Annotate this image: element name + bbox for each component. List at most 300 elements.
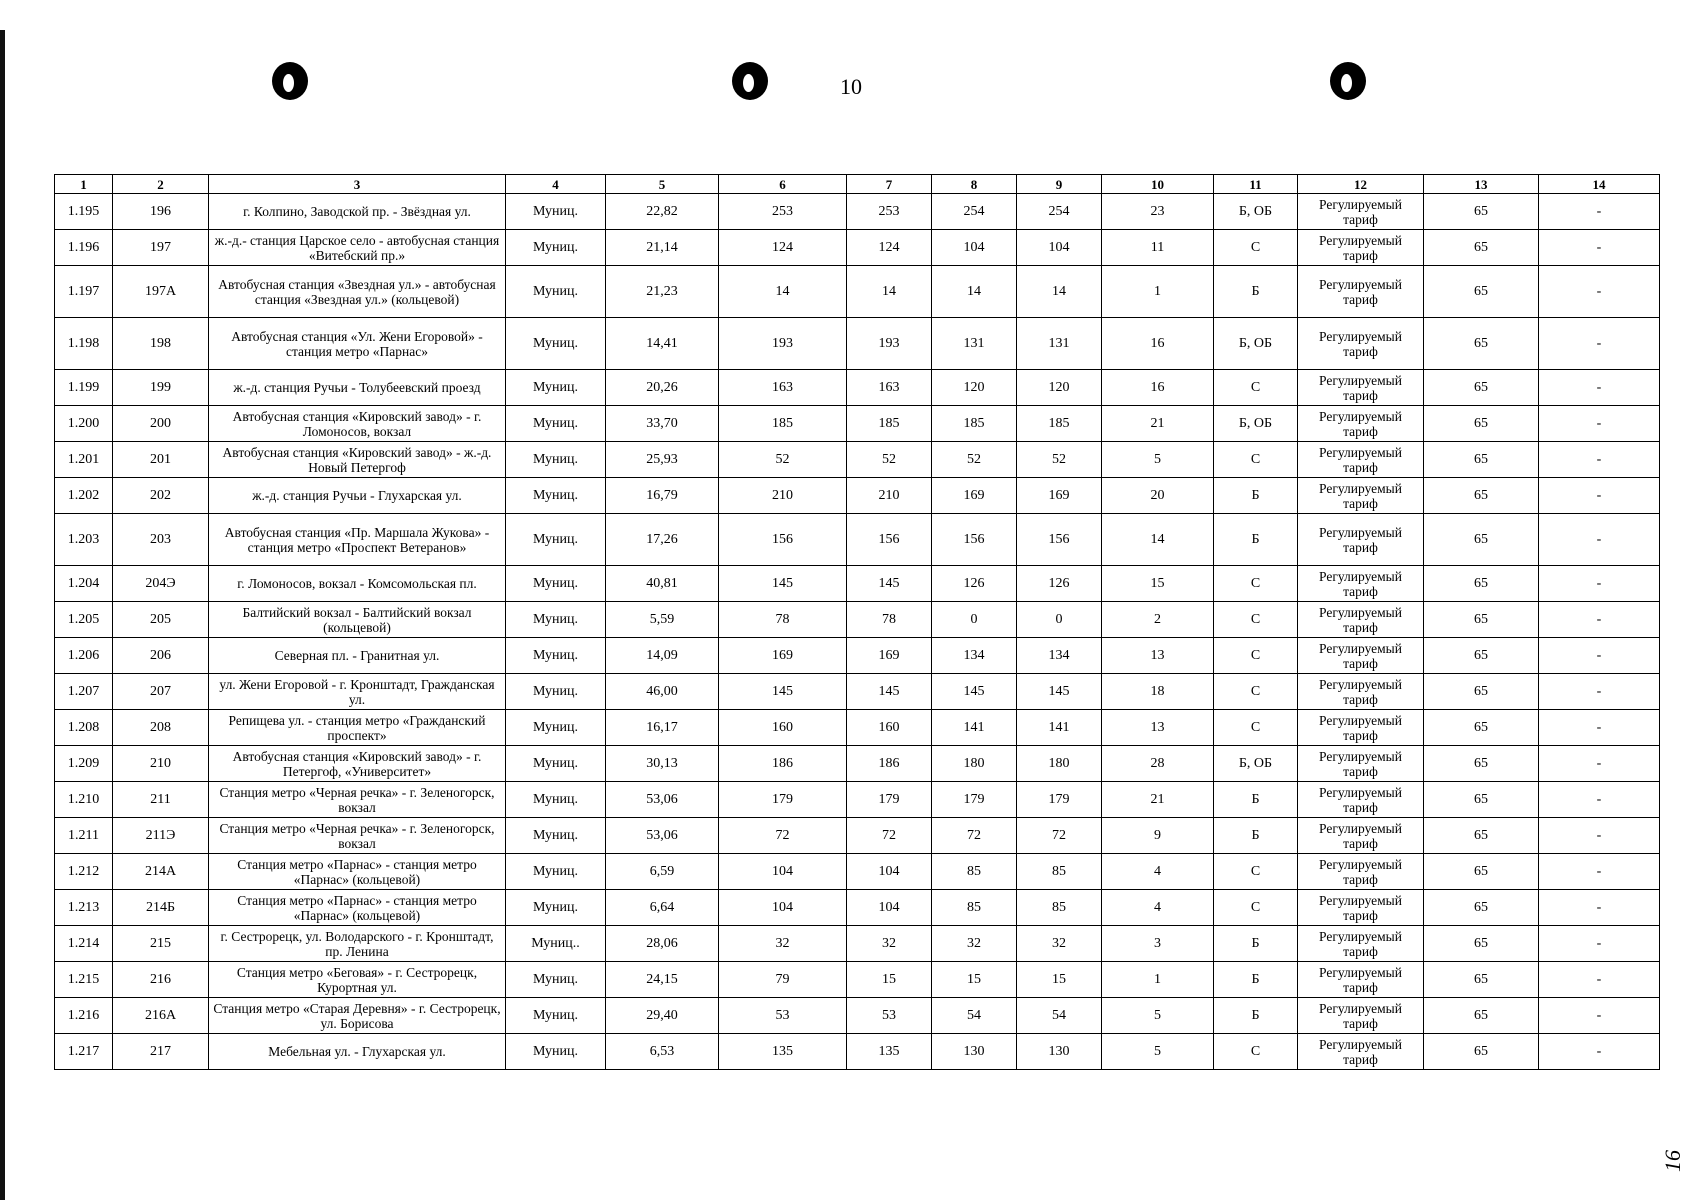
- table-cell: Муниц.: [506, 998, 606, 1034]
- table-cell: 156: [1017, 514, 1102, 566]
- table-cell: 40,81: [606, 566, 719, 602]
- table-cell: 198: [113, 318, 209, 370]
- table-row: [55, 638, 1660, 674]
- table-cell: 1.196: [55, 230, 113, 266]
- table-cell: 2: [1102, 602, 1214, 638]
- table-cell: 1.202: [55, 478, 113, 514]
- table-cell: 169: [932, 478, 1017, 514]
- table-row: [55, 602, 1660, 638]
- table-cell: 217: [113, 1034, 209, 1070]
- table-cell: 32: [932, 926, 1017, 962]
- table-cell: 33,70: [606, 406, 719, 442]
- table-cell: 1.209: [55, 746, 113, 782]
- table-cell: 25,93: [606, 442, 719, 478]
- table-cell: 6,59: [606, 854, 719, 890]
- table-cell: 210: [113, 746, 209, 782]
- table-cell: Регулируемый тариф: [1298, 566, 1424, 602]
- table-cell: 15: [932, 962, 1017, 998]
- table-cell: Станция метро «Парнас» - станция метро «Парнас» (кольцевой): [209, 854, 506, 890]
- table-cell: 65: [1424, 818, 1539, 854]
- table-row: [55, 370, 1660, 406]
- table-header-row: [55, 175, 1660, 194]
- table-cell: -: [1539, 818, 1660, 854]
- table-cell: -: [1539, 674, 1660, 710]
- table-cell: 145: [719, 566, 847, 602]
- table-cell: Регулируемый тариф: [1298, 746, 1424, 782]
- table-cell: 196: [113, 194, 209, 230]
- table-cell: 78: [847, 602, 932, 638]
- table-cell: Регулируемый тариф: [1298, 194, 1424, 230]
- table-cell: 16: [1102, 370, 1214, 406]
- table-cell: Б, ОБ: [1214, 194, 1298, 230]
- table-cell: Станция метро «Черная речка» - г. Зеленогорск, вокзал: [209, 818, 506, 854]
- table-cell: 145: [847, 566, 932, 602]
- scan-edge-bar: [0, 30, 5, 1200]
- table-cell: 185: [719, 406, 847, 442]
- table-cell: 160: [719, 710, 847, 746]
- table-cell: 104: [932, 230, 1017, 266]
- table-cell: -: [1539, 230, 1660, 266]
- table-cell: 145: [719, 674, 847, 710]
- table-cell: Регулируемый тариф: [1298, 478, 1424, 514]
- table-cell: 179: [1017, 782, 1102, 818]
- column-header-8: 8: [932, 175, 1017, 194]
- table-cell: 53: [719, 998, 847, 1034]
- table-cell: 130: [1017, 1034, 1102, 1070]
- table-cell: 203: [113, 514, 209, 566]
- table-cell: 211: [113, 782, 209, 818]
- table-cell: 1.217: [55, 1034, 113, 1070]
- table-cell: 104: [719, 854, 847, 890]
- table-cell: 253: [847, 194, 932, 230]
- table-cell: 20: [1102, 478, 1214, 514]
- table-cell: 14: [847, 266, 932, 318]
- table-cell: Муниц.: [506, 674, 606, 710]
- column-header-2: 2: [113, 175, 209, 194]
- table-cell: 65: [1424, 442, 1539, 478]
- table-cell: Регулируемый тариф: [1298, 370, 1424, 406]
- column-header-3: 3: [209, 175, 506, 194]
- column-header-4: 4: [506, 175, 606, 194]
- table-cell: Муниц.: [506, 782, 606, 818]
- table-row: [55, 926, 1660, 962]
- table-cell: 18: [1102, 674, 1214, 710]
- table-cell: Муниц.: [506, 194, 606, 230]
- table-cell: 120: [1017, 370, 1102, 406]
- table-row: [55, 266, 1660, 318]
- table-cell: Регулируемый тариф: [1298, 854, 1424, 890]
- table-cell: Регулируемый тариф: [1298, 962, 1424, 998]
- table-cell: 1.197: [55, 266, 113, 318]
- column-header-10: 10: [1102, 175, 1214, 194]
- table-cell: 65: [1424, 782, 1539, 818]
- table-cell: 186: [719, 746, 847, 782]
- table-cell: С: [1214, 230, 1298, 266]
- table-cell: Репищева ул. - станция метро «Гражданский проспект»: [209, 710, 506, 746]
- table-cell: Б: [1214, 514, 1298, 566]
- table-cell: 216А: [113, 998, 209, 1034]
- table-cell: С: [1214, 710, 1298, 746]
- table-row: [55, 854, 1660, 890]
- table-cell: 135: [847, 1034, 932, 1070]
- table-cell: -: [1539, 478, 1660, 514]
- table-cell: 65: [1424, 478, 1539, 514]
- table-cell: Муниц.: [506, 514, 606, 566]
- table-cell: 14,09: [606, 638, 719, 674]
- table-cell: 210: [719, 478, 847, 514]
- table-cell: 15: [1102, 566, 1214, 602]
- table-cell: -: [1539, 746, 1660, 782]
- table-cell: 126: [932, 566, 1017, 602]
- table-cell: 214Б: [113, 890, 209, 926]
- table-cell: 1.201: [55, 442, 113, 478]
- table-cell: 32: [1017, 926, 1102, 962]
- table-cell: С: [1214, 890, 1298, 926]
- table-cell: Регулируемый тариф: [1298, 710, 1424, 746]
- routes-table: [54, 174, 1660, 1070]
- column-header-11: 11: [1214, 175, 1298, 194]
- table-cell: 4: [1102, 890, 1214, 926]
- table-cell: 1.199: [55, 370, 113, 406]
- table-cell: 65: [1424, 514, 1539, 566]
- table-cell: Регулируемый тариф: [1298, 998, 1424, 1034]
- table-cell: 104: [719, 890, 847, 926]
- table-cell: 134: [932, 638, 1017, 674]
- table-cell: 169: [1017, 478, 1102, 514]
- table-cell: 1.211: [55, 818, 113, 854]
- table-cell: Б: [1214, 962, 1298, 998]
- table-body: [55, 194, 1660, 1070]
- binder-hole-center: [732, 62, 768, 100]
- table-cell: Регулируемый тариф: [1298, 674, 1424, 710]
- table-cell: 124: [719, 230, 847, 266]
- table-cell: 214А: [113, 854, 209, 890]
- table-row: [55, 890, 1660, 926]
- table-cell: 72: [719, 818, 847, 854]
- table-row: [55, 962, 1660, 998]
- table-cell: 141: [1017, 710, 1102, 746]
- table-cell: г. Ломоносов, вокзал - Комсомольская пл.: [209, 566, 506, 602]
- table-cell: 17,26: [606, 514, 719, 566]
- table-cell: 20,26: [606, 370, 719, 406]
- table-cell: Муниц.: [506, 746, 606, 782]
- column-header-9: 9: [1017, 175, 1102, 194]
- table-cell: 179: [719, 782, 847, 818]
- table-cell: Муниц.: [506, 230, 606, 266]
- table-cell: -: [1539, 926, 1660, 962]
- table-cell: -: [1539, 442, 1660, 478]
- table-cell: Муниц.: [506, 442, 606, 478]
- table-cell: 65: [1424, 746, 1539, 782]
- column-header-6: 6: [719, 175, 847, 194]
- table-cell: -: [1539, 890, 1660, 926]
- table-cell: Б: [1214, 266, 1298, 318]
- table-cell: Автобусная станция «Кировский завод» - ж.-д. Новый Петергоф: [209, 442, 506, 478]
- table-cell: Муниц.: [506, 1034, 606, 1070]
- table-cell: Муниц.: [506, 638, 606, 674]
- table-cell: 197: [113, 230, 209, 266]
- table-cell: 65: [1424, 566, 1539, 602]
- table-cell: 124: [847, 230, 932, 266]
- table-cell: Б: [1214, 926, 1298, 962]
- table-cell: Станция метро «Беговая» - г. Сестрорецк, Курортная ул.: [209, 962, 506, 998]
- table-cell: 65: [1424, 710, 1539, 746]
- table-cell: 131: [1017, 318, 1102, 370]
- table-cell: С: [1214, 442, 1298, 478]
- table-cell: 1.204: [55, 566, 113, 602]
- table-cell: 135: [719, 1034, 847, 1070]
- table-cell: 22,82: [606, 194, 719, 230]
- table-row: [55, 318, 1660, 370]
- table-cell: 6,53: [606, 1034, 719, 1070]
- table-cell: 78: [719, 602, 847, 638]
- table-cell: 65: [1424, 370, 1539, 406]
- table-cell: 193: [847, 318, 932, 370]
- table-cell: 13: [1102, 638, 1214, 674]
- table-cell: ж.-д. станция Ручьи - Толубеевский проезд: [209, 370, 506, 406]
- table-cell: 254: [932, 194, 1017, 230]
- table-cell: -: [1539, 514, 1660, 566]
- table-cell: 29,40: [606, 998, 719, 1034]
- table-cell: 65: [1424, 266, 1539, 318]
- table-cell: Автобусная станция «Кировский завод» - г. Ломоносов, вокзал: [209, 406, 506, 442]
- table-cell: 46,00: [606, 674, 719, 710]
- table-cell: ж.-д. станция Ручьи - Глухарская ул.: [209, 478, 506, 514]
- table-cell: 65: [1424, 318, 1539, 370]
- table-cell: 53,06: [606, 818, 719, 854]
- table-cell: 126: [1017, 566, 1102, 602]
- table-cell: 1.214: [55, 926, 113, 962]
- binder-hole-right: [1330, 62, 1366, 100]
- table-cell: Автобусная станция «Кировский завод» - г. Петергоф, «Университет»: [209, 746, 506, 782]
- table-cell: 208: [113, 710, 209, 746]
- table-cell: 1.213: [55, 890, 113, 926]
- table-cell: 180: [932, 746, 1017, 782]
- table-cell: 201: [113, 442, 209, 478]
- table-cell: 5: [1102, 1034, 1214, 1070]
- table-cell: 65: [1424, 962, 1539, 998]
- table-cell: 65: [1424, 194, 1539, 230]
- table-cell: 1.212: [55, 854, 113, 890]
- table-cell: 156: [932, 514, 1017, 566]
- table-cell: 65: [1424, 890, 1539, 926]
- table-cell: 15: [847, 962, 932, 998]
- table-cell: -: [1539, 566, 1660, 602]
- table-cell: Регулируемый тариф: [1298, 318, 1424, 370]
- table-cell: 254: [1017, 194, 1102, 230]
- column-header-7: 7: [847, 175, 932, 194]
- table-cell: 14: [719, 266, 847, 318]
- table-cell: 104: [1017, 230, 1102, 266]
- table-cell: 11: [1102, 230, 1214, 266]
- table-cell: 21,14: [606, 230, 719, 266]
- table-cell: Регулируемый тариф: [1298, 782, 1424, 818]
- table-cell: 169: [847, 638, 932, 674]
- table-cell: Автобусная станция «Ул. Жени Егоровой» - станция метро «Парнас»: [209, 318, 506, 370]
- table-cell: Б: [1214, 782, 1298, 818]
- table-cell: С: [1214, 638, 1298, 674]
- table-cell: 6,64: [606, 890, 719, 926]
- table-cell: 28,06: [606, 926, 719, 962]
- table-cell: 23: [1102, 194, 1214, 230]
- table-cell: 156: [719, 514, 847, 566]
- table-cell: 52: [1017, 442, 1102, 478]
- table-cell: Муниц.: [506, 710, 606, 746]
- table-cell: 72: [932, 818, 1017, 854]
- table-cell: Регулируемый тариф: [1298, 442, 1424, 478]
- table-cell: 207: [113, 674, 209, 710]
- table-cell: 85: [1017, 890, 1102, 926]
- table-cell: 205: [113, 602, 209, 638]
- table-cell: 16: [1102, 318, 1214, 370]
- table-cell: 14: [932, 266, 1017, 318]
- page-number: 10: [840, 74, 862, 99]
- table-cell: С: [1214, 674, 1298, 710]
- table-cell: 1.206: [55, 638, 113, 674]
- table-cell: 156: [847, 514, 932, 566]
- table-row: [55, 782, 1660, 818]
- table-cell: 65: [1424, 406, 1539, 442]
- table-row: [55, 818, 1660, 854]
- table-cell: Б, ОБ: [1214, 318, 1298, 370]
- table-cell: С: [1214, 1034, 1298, 1070]
- table-cell: Муниц.: [506, 406, 606, 442]
- table-cell: 65: [1424, 230, 1539, 266]
- table-cell: Муниц..: [506, 926, 606, 962]
- table-cell: 16,17: [606, 710, 719, 746]
- table-cell: 186: [847, 746, 932, 782]
- table-cell: -: [1539, 602, 1660, 638]
- table-cell: Муниц.: [506, 890, 606, 926]
- table-cell: Б: [1214, 998, 1298, 1034]
- table-cell: 32: [719, 926, 847, 962]
- side-page-number: 16: [1660, 1150, 1685, 1172]
- table-cell: 210: [847, 478, 932, 514]
- table-cell: С: [1214, 854, 1298, 890]
- table-cell: 53,06: [606, 782, 719, 818]
- table-cell: -: [1539, 406, 1660, 442]
- table-cell: 65: [1424, 638, 1539, 674]
- table-cell: 21: [1102, 406, 1214, 442]
- table-cell: 130: [932, 1034, 1017, 1070]
- table-cell: 169: [719, 638, 847, 674]
- table-cell: 197А: [113, 266, 209, 318]
- table-cell: 185: [932, 406, 1017, 442]
- table-row: [55, 442, 1660, 478]
- table-cell: 5,59: [606, 602, 719, 638]
- table-cell: 1.215: [55, 962, 113, 998]
- table-cell: 54: [932, 998, 1017, 1034]
- table-cell: 1.198: [55, 318, 113, 370]
- table-cell: 52: [719, 442, 847, 478]
- table-cell: 21,23: [606, 266, 719, 318]
- table-cell: -: [1539, 782, 1660, 818]
- table-row: [55, 674, 1660, 710]
- column-header-1: 1: [55, 175, 113, 194]
- table-cell: 160: [847, 710, 932, 746]
- table-cell: 253: [719, 194, 847, 230]
- table-cell: -: [1539, 370, 1660, 406]
- table-cell: 1.216: [55, 998, 113, 1034]
- table-cell: 1.203: [55, 514, 113, 566]
- table-cell: Станция метро «Черная речка» - г. Зеленогорск, вокзал: [209, 782, 506, 818]
- table-cell: 9: [1102, 818, 1214, 854]
- table-row: [55, 478, 1660, 514]
- table-cell: Б, ОБ: [1214, 406, 1298, 442]
- table-cell: 24,15: [606, 962, 719, 998]
- table-cell: 145: [1017, 674, 1102, 710]
- table-cell: 15: [1017, 962, 1102, 998]
- table-row: [55, 1034, 1660, 1070]
- table-cell: Муниц.: [506, 962, 606, 998]
- table-cell: Муниц.: [506, 370, 606, 406]
- table-cell: -: [1539, 998, 1660, 1034]
- table-cell: Муниц.: [506, 566, 606, 602]
- table-cell: 4: [1102, 854, 1214, 890]
- table-cell: Регулируемый тариф: [1298, 890, 1424, 926]
- table-cell: 65: [1424, 602, 1539, 638]
- table-cell: 104: [847, 854, 932, 890]
- table-cell: -: [1539, 638, 1660, 674]
- table-cell: 193: [719, 318, 847, 370]
- table-cell: Регулируемый тариф: [1298, 818, 1424, 854]
- table-cell: -: [1539, 1034, 1660, 1070]
- table-cell: -: [1539, 266, 1660, 318]
- table-cell: 65: [1424, 1034, 1539, 1070]
- table-cell: Регулируемый тариф: [1298, 266, 1424, 318]
- table-cell: 185: [1017, 406, 1102, 442]
- table-cell: 0: [932, 602, 1017, 638]
- table-cell: г. Колпино, Заводской пр. - Звёздная ул.: [209, 194, 506, 230]
- table-cell: 32: [847, 926, 932, 962]
- table-row: [55, 230, 1660, 266]
- table-cell: 1.195: [55, 194, 113, 230]
- table-cell: 65: [1424, 854, 1539, 890]
- table-cell: 163: [719, 370, 847, 406]
- table-cell: -: [1539, 710, 1660, 746]
- table-cell: ул. Жени Егоровой - г. Кронштадт, Гражданская ул.: [209, 674, 506, 710]
- table-cell: Автобусная станция «Пр. Маршала Жукова» - станция метро «Проспект Ветеранов»: [209, 514, 506, 566]
- table-cell: 0: [1017, 602, 1102, 638]
- column-header-12: 12: [1298, 175, 1424, 194]
- table-cell: 72: [847, 818, 932, 854]
- table-cell: Муниц.: [506, 318, 606, 370]
- table-cell: ж.-д.- станция Царское село - автобусная станция «Витебский пр.»: [209, 230, 506, 266]
- table-cell: Б, ОБ: [1214, 746, 1298, 782]
- table-cell: Б: [1214, 818, 1298, 854]
- column-header-14: 14: [1539, 175, 1660, 194]
- table-row: [55, 710, 1660, 746]
- table-cell: 14,41: [606, 318, 719, 370]
- table-cell: 216: [113, 962, 209, 998]
- table-cell: 14: [1017, 266, 1102, 318]
- table-cell: 21: [1102, 782, 1214, 818]
- table-cell: 200: [113, 406, 209, 442]
- table-cell: 215: [113, 926, 209, 962]
- table-cell: 85: [1017, 854, 1102, 890]
- table-cell: Муниц.: [506, 602, 606, 638]
- table-cell: Автобусная станция «Звездная ул.» - автобусная станция «Звездная ул.» (кольцевой): [209, 266, 506, 318]
- table-cell: 185: [847, 406, 932, 442]
- table-cell: 202: [113, 478, 209, 514]
- table-cell: -: [1539, 194, 1660, 230]
- table-cell: 28: [1102, 746, 1214, 782]
- table-cell: Муниц.: [506, 854, 606, 890]
- table-cell: Б: [1214, 478, 1298, 514]
- table-cell: -: [1539, 318, 1660, 370]
- table-cell: 85: [932, 854, 1017, 890]
- table-cell: Муниц.: [506, 478, 606, 514]
